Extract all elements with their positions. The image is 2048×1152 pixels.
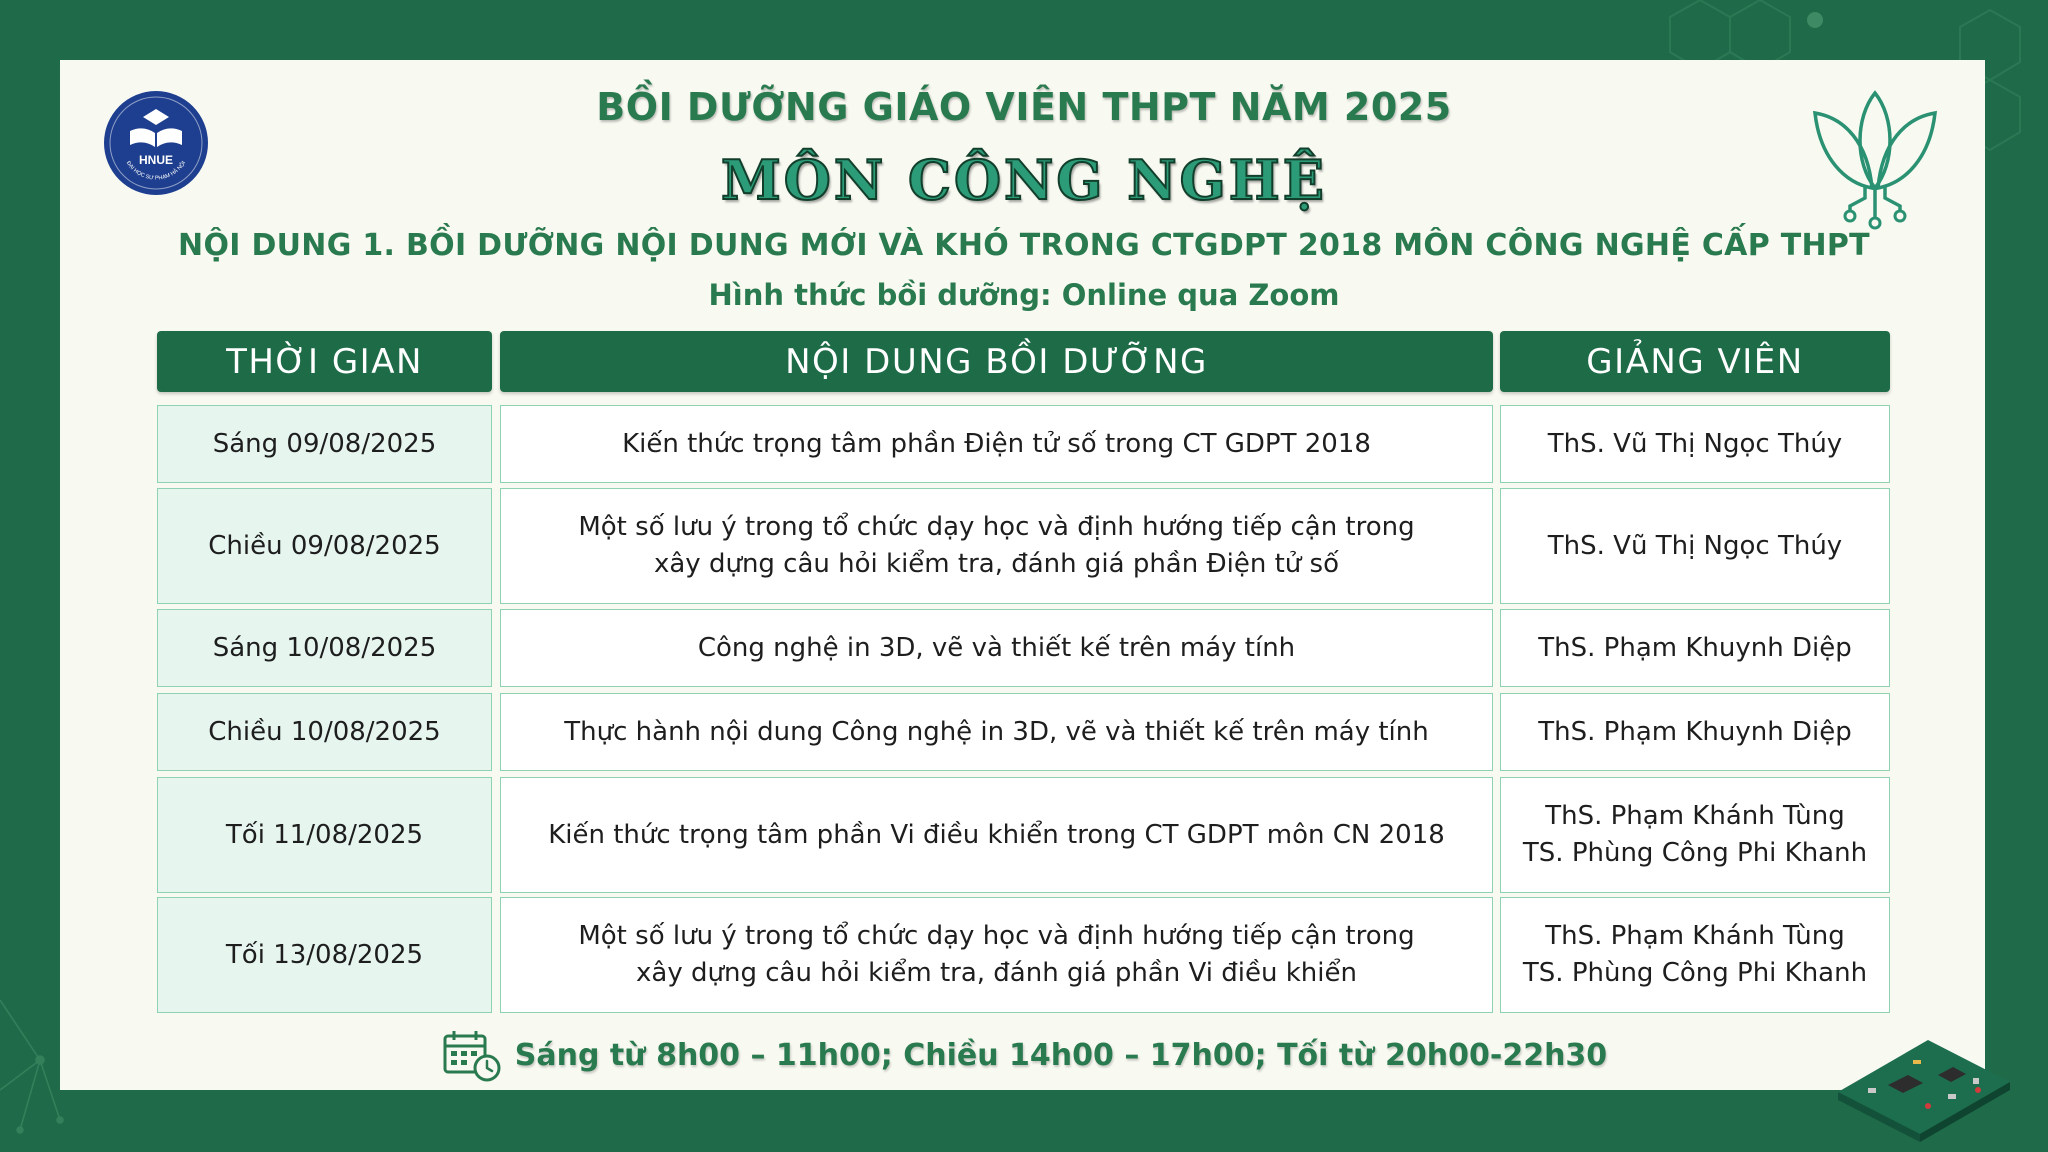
table-row-5-content [500,777,1493,893]
table-row-3-content [500,609,1493,687]
table-row-2-lecturer [1500,488,1890,604]
schedule-footer [0,1030,2048,1080]
content-line: Kiến thức trọng tâm phần Điện tử số trong CT GDPT 2018 [622,428,1371,459]
content-line: Một số lưu ý trong tổ chức dạy học và định hướng tiếp cận trong [578,921,1415,951]
title-line-2: MÔN CÔNG NGHỆ [721,148,1327,212]
logo-text: HNUE [138,153,174,167]
lecturer-name: ThS. Phạm Khánh Tùng [1545,801,1845,831]
column-header-lecturer: GIẢNG VIÊN [1500,331,1890,392]
table-row-3-lecturer [1500,609,1890,687]
table-row-6-lecturer [1500,897,1890,1013]
content-line: Thực hành nội dung Công nghệ in 3D, vẽ và thiết kế trên máy tính [564,716,1429,747]
title-line-1: BỒI DƯỠNG GIÁO VIÊN THPT NĂM 2025 [596,85,1452,129]
table-row-4-time: Chiều 10/08/2025 [157,693,492,771]
table-row-1-lecturer [1500,405,1890,483]
table-row-4-lecturer [1500,693,1890,771]
table-row-1-time: Sáng 09/08/2025 [157,405,492,483]
lecturer-name: ThS. Phạm Khuynh Diệp [1538,716,1852,747]
content-line: xây dựng câu hỏi kiểm tra, đánh giá phần Điện tử số [653,549,1339,579]
table-row-6-content [500,897,1493,1013]
lecturer-name: ThS. Vũ Thị Ngọc Thúy [1547,428,1843,459]
lecturer-name: TS. Phùng Công Phi Khanh [1522,958,1868,988]
training-format: Hình thức bồi dưỡng: Online qua Zoom [708,278,1340,312]
column-header-content: NỘI DUNG BỒI DƯỠNG [500,331,1493,392]
schedule-text: Sáng từ 8h00 – 11h00; Chiều 14h00 – 17h00; Tối từ 20h00-22h30 [514,1037,1608,1073]
lecturer-name: ThS. Vũ Thị Ngọc Thúy [1547,530,1843,561]
content-line: Công nghệ in 3D, vẽ và thiết kế trên máy tính [697,632,1296,663]
table-row-5-lecturer [1500,777,1890,893]
lecturer-name: ThS. Phạm Khuynh Diệp [1538,632,1852,663]
table-row-1-content [500,405,1493,483]
table-row-2-content [500,488,1493,604]
content-heading: NỘI DUNG 1. BỒI DƯỠNG NỘI DUNG MỚI VÀ KHÓ TRONG CTGDPT 2018 MÔN CÔNG NGHỆ CẤP THPT [178,228,1870,263]
lecturer-name: TS. Phùng Công Phi Khanh [1522,838,1868,868]
table-row-4-content [500,693,1493,771]
content-line: Kiến thức trọng tâm phần Vi điều khiển trong CT GDPT môn CN 2018 [548,819,1445,850]
table-row-6-time: Tối 13/08/2025 [157,897,492,1013]
table-row-3-time: Sáng 10/08/2025 [157,609,492,687]
calendar-clock-icon [441,1028,503,1082]
lecturer-name: ThS. Phạm Khánh Tùng [1545,921,1845,951]
content-line: xây dựng câu hỏi kiểm tra, đánh giá phần Vi điều khiển [636,958,1357,988]
content-line: Một số lưu ý trong tổ chức dạy học và định hướng tiếp cận trong [578,512,1415,542]
table-row-5-time: Tối 11/08/2025 [157,777,492,893]
table-row-2-time: Chiều 09/08/2025 [157,488,492,604]
column-header-time: THỜI GIAN [157,331,492,392]
logo-arc-text: ĐẠI HỌC SƯ PHẠM HÀ NỘI [124,160,188,182]
